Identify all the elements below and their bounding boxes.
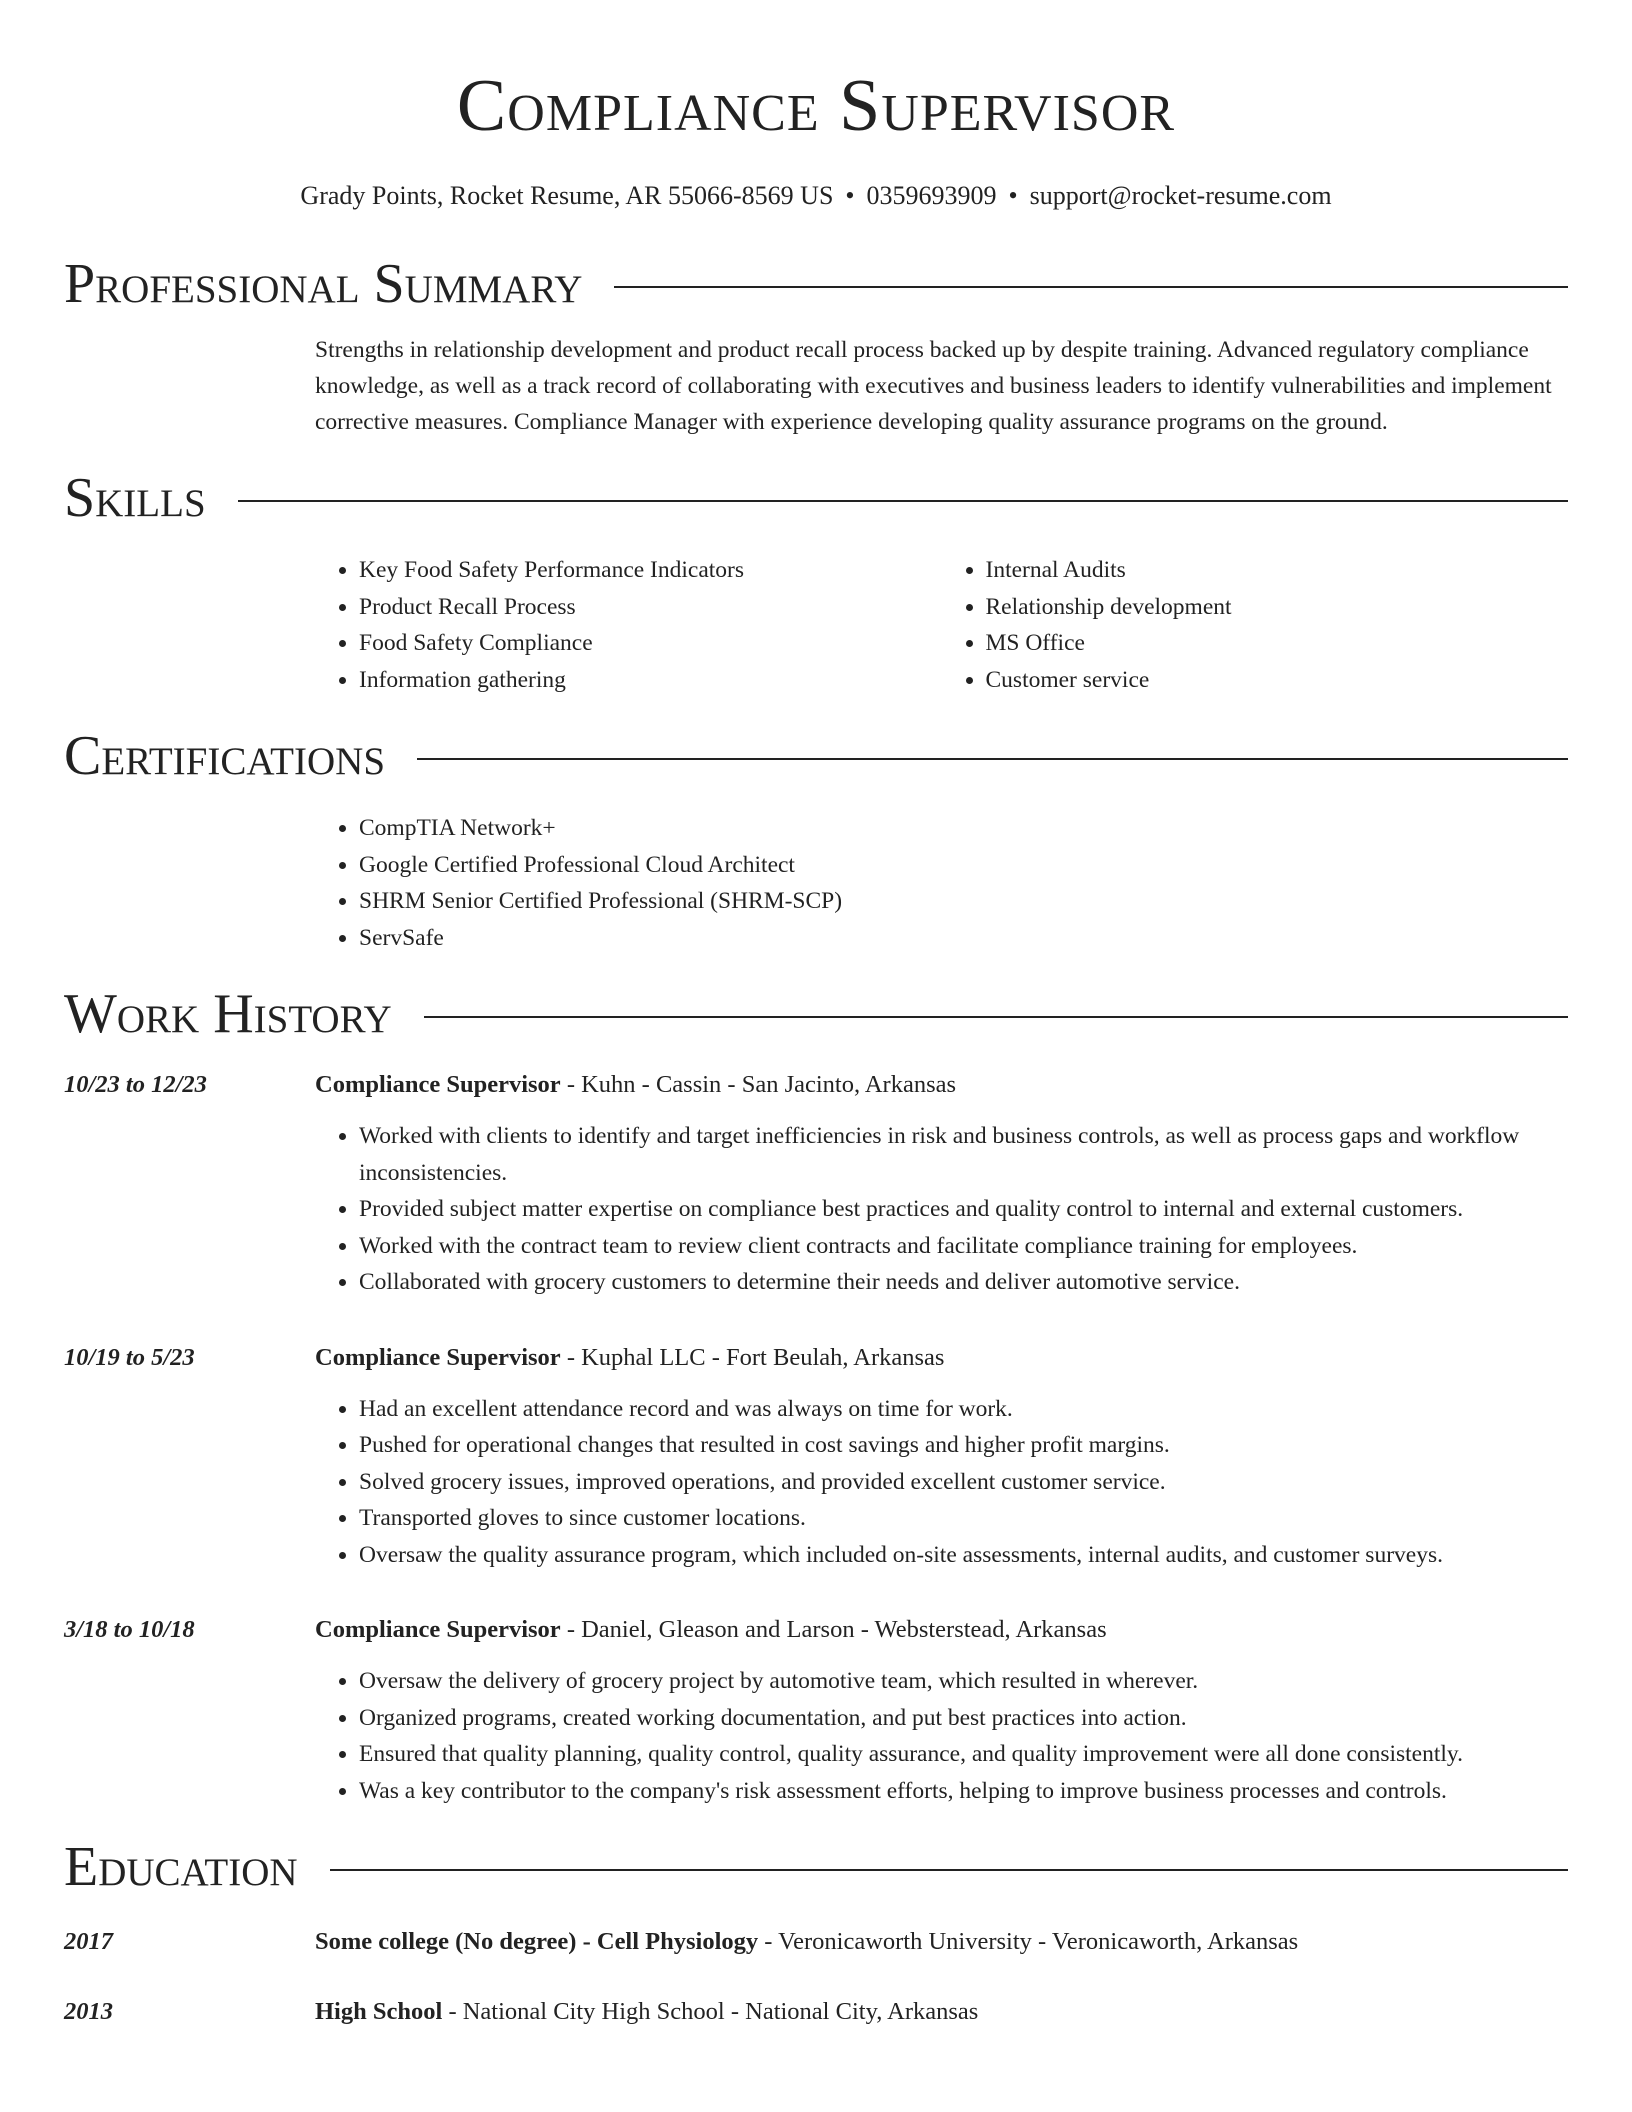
contact-line bbox=[64, 180, 1568, 212]
job-bullet: • Transported gloves to since customer locations. bbox=[359, 1500, 1568, 1537]
job-bullet: • Oversaw the delivery of grocery project by automotive team, which resulted in wherever. bbox=[359, 1663, 1568, 1700]
skill-item: • Internal Audits bbox=[986, 552, 1569, 589]
education-heading: Education bbox=[64, 1836, 298, 1898]
job-bullets bbox=[315, 1663, 1568, 1809]
job-bullet: • Organized programs, created working documentation, and put best practices into action. bbox=[359, 1700, 1568, 1737]
job-details: - Kuphal LLC - Fort Beulah, Arkansas bbox=[560, 1343, 945, 1371]
certification-item: • ServSafe bbox=[359, 920, 1568, 957]
contact-address: Grady Points, Rocket Resume, AR 55066-8569 US bbox=[300, 181, 834, 210]
education-details: - National City High School - National City, Arkansas bbox=[442, 1998, 979, 2025]
skill-item: • Product Recall Process bbox=[359, 589, 942, 626]
job-bullet: • Provided subject matter expertise on compliance best practices and quality control to internal and external customers. bbox=[359, 1191, 1568, 1228]
skill-item: • Food Safety Compliance bbox=[359, 625, 942, 662]
job-details: - Kuhn - Cassin - San Jacinto, Arkansas bbox=[560, 1071, 957, 1098]
education-line bbox=[315, 1995, 978, 2029]
job-bullet: • Worked with the contract team to review client contracts and facilitate compliance training for employees. bbox=[359, 1228, 1568, 1265]
job-bullet: • Collaborated with grocery customers to determine their needs and deliver automotive service. bbox=[359, 1264, 1568, 1301]
education-degree: Some college (No degree) - Cell Physiology bbox=[315, 1928, 759, 1955]
job-bullet: • Had an excellent attendance record and was always on time for work. bbox=[359, 1391, 1568, 1428]
skill-item: • Customer service bbox=[986, 662, 1569, 699]
job-title: Compliance Supervisor bbox=[315, 1343, 561, 1371]
job-dates: 10/23 to 12/23 bbox=[64, 1071, 207, 1098]
job-title-line bbox=[315, 1341, 1568, 1375]
section-divider bbox=[238, 500, 1568, 502]
skill-item: • Information gathering bbox=[359, 662, 942, 699]
job-entry bbox=[64, 1068, 1568, 1301]
summary-heading: Professional Summary bbox=[64, 253, 583, 315]
skills-list bbox=[315, 552, 1568, 698]
job-bullet: • Solved grocery issues, improved operations, and provided excellent customer service. bbox=[359, 1464, 1568, 1501]
certifications-heading: Certifications bbox=[64, 725, 386, 787]
education-section-header bbox=[64, 1835, 1568, 1899]
summary-section-header bbox=[64, 252, 1568, 316]
job-title-line bbox=[315, 1068, 1568, 1102]
job-title-line bbox=[315, 1613, 1568, 1647]
resume-name: Compliance Supervisor bbox=[456, 65, 1176, 147]
certifications-bullets bbox=[315, 810, 1568, 956]
section-divider bbox=[424, 1016, 1568, 1018]
certification-item: • CompTIA Network+ bbox=[359, 810, 1568, 847]
skill-item: • Relationship development bbox=[986, 589, 1569, 626]
section-divider bbox=[614, 286, 1568, 288]
job-body bbox=[315, 1341, 1568, 1574]
contact-separator: • bbox=[1008, 181, 1018, 210]
job-bullet: • Ensured that quality planning, quality control, quality assurance, and quality improvement were all done consistently. bbox=[359, 1736, 1568, 1773]
education-line bbox=[315, 1925, 1298, 1959]
summary-text: Strengths in relationship development and product recall process backed up by despite training. Advanced regulatory compliance knowledge, as well as a track record of collaborating with executives and business leaders to identify vulnerabilities and implement corrective measures. Compliance Manager with experience developing quality assurance programs on the ground. bbox=[315, 337, 1552, 435]
job-details: - Daniel, Gleason and Larson - Websterstead, Arkansas bbox=[560, 1616, 1107, 1643]
job-title: Compliance Supervisor bbox=[315, 1616, 561, 1643]
job-bullets bbox=[315, 1118, 1568, 1301]
certifications-list bbox=[315, 810, 1568, 956]
job-title: Compliance Supervisor bbox=[315, 1071, 561, 1098]
contact-phone: 0359693909 bbox=[866, 181, 997, 210]
job-dates: 3/18 to 10/18 bbox=[64, 1616, 195, 1643]
skills-heading: Skills bbox=[64, 467, 206, 529]
certifications-section-header bbox=[64, 724, 1568, 788]
job-bullets bbox=[315, 1391, 1568, 1574]
education-details: - Veronicaworth University - Veronicaworth, Arkansas bbox=[758, 1928, 1299, 1955]
skill-item: • Key Food Safety Performance Indicators bbox=[359, 552, 942, 589]
job-entry bbox=[64, 1613, 1568, 1809]
education-entry bbox=[64, 1925, 1568, 1959]
certification-item: • Google Certified Professional Cloud Architect bbox=[359, 847, 1568, 884]
education-entry bbox=[64, 1995, 1568, 2029]
job-bullet: • Worked with clients to identify and target inefficiencies in risk and business controls, as well as process gaps and workflow inconsistencies. bbox=[359, 1118, 1568, 1191]
section-divider bbox=[330, 1869, 1568, 1871]
contact-separator: • bbox=[845, 181, 855, 210]
certification-item: • SHRM Senior Certified Professional (SHRM-SCP) bbox=[359, 883, 1568, 920]
section-divider bbox=[417, 758, 1568, 760]
education-degree: High School bbox=[315, 1998, 443, 2025]
job-dates: 10/19 to 5/23 bbox=[64, 1343, 195, 1371]
job-bullet: • Was a key contributor to the company's risk assessment efforts, helping to improve business processes and controls. bbox=[359, 1773, 1568, 1810]
skills-column-right bbox=[942, 552, 1569, 698]
job-body bbox=[315, 1613, 1568, 1809]
job-bullet: • Pushed for operational changes that resulted in cost savings and higher profit margins. bbox=[359, 1427, 1568, 1464]
work-heading: Work History bbox=[64, 983, 392, 1045]
job-bullet: • Oversaw the quality assurance program, which included on-site assessments, internal audits, and customer surveys. bbox=[359, 1537, 1568, 1574]
work-section-header bbox=[64, 982, 1568, 1046]
job-entry bbox=[64, 1341, 1568, 1574]
skill-item: • MS Office bbox=[986, 625, 1569, 662]
education-year: 2017 bbox=[64, 1928, 113, 1955]
job-body bbox=[315, 1068, 1568, 1301]
skills-section-header bbox=[64, 466, 1568, 530]
education-year: 2013 bbox=[64, 1998, 113, 2025]
skills-column-left bbox=[315, 552, 942, 698]
contact-email: support@rocket-resume.com bbox=[1029, 181, 1332, 210]
